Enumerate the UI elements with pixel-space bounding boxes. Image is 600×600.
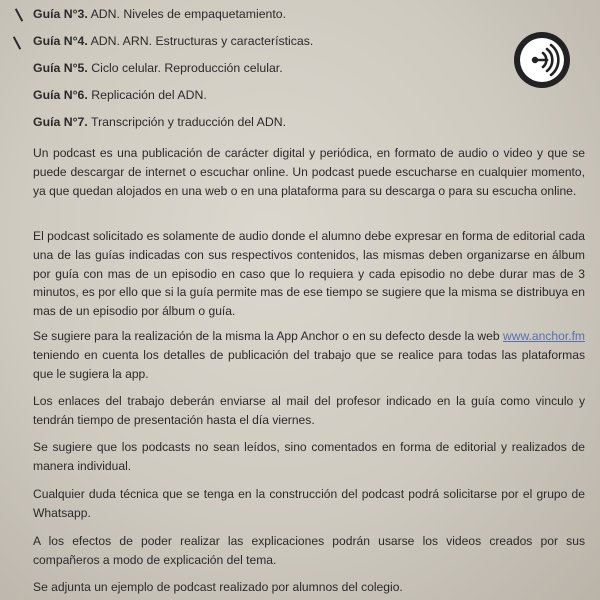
- paragraph-links: [33, 392, 585, 430]
- pen-mark: [13, 36, 21, 49]
- guide-text: Replicación del ADN.: [91, 88, 207, 102]
- paragraph-technical-questions: [33, 485, 585, 523]
- guide-text: ADN. ARN. Estructuras y características.: [90, 34, 314, 48]
- podcast-broadcast-icon: [514, 32, 570, 88]
- anchor-link[interactable]: www.anchor.fm: [503, 329, 585, 343]
- paragraph-text: Cualquier duda técnica que se tenga en la construcción del podcast podrá solicitarse por el grupo de Whatsapp.: [33, 487, 585, 520]
- guide-text: Ciclo celular. Reproducción celular.: [91, 61, 283, 75]
- paragraph-anchor-app: [33, 327, 585, 383]
- anchor-text-after: teniendo en cuenta los detalles de publicación del trabajo que se realice para todas las plataformas que le sugiera la app.: [33, 347, 585, 381]
- guide-text: Transcripción y traducción del ADN.: [91, 115, 287, 129]
- guide-text: ADN. Niveles de empaquetamiento.: [90, 7, 287, 21]
- paragraph-text: Los enlaces del trabajo deberán enviarse al mail del profesor indicado en la guía como vinculo y tendrán tiempo de presentación hasta el día viernes.: [33, 394, 585, 427]
- pen-mark: [15, 8, 23, 21]
- paragraph-text: [33, 327, 585, 383]
- paragraph-example: [33, 578, 585, 597]
- paragraph-not-read: [33, 438, 585, 476]
- guide-label: Guía N°7.: [33, 115, 88, 129]
- podcast-badge: [514, 32, 570, 88]
- guide-label: Guía N°6.: [33, 88, 88, 102]
- guide-label: Guía N°3.: [33, 7, 88, 21]
- guide-item: [33, 6, 503, 33]
- paragraph-podcast-definition: [33, 144, 585, 200]
- guide-item: [33, 60, 503, 87]
- paragraph-videos: [33, 532, 585, 570]
- guide-item: [33, 114, 503, 141]
- paragraph-text: Un podcast es una publicación de carácter digital y periódica, en formato de audio o video y que se puede descargar de internet o escuchar online. Un podcast puede escucharse en cualquier momento, ya que quedan alojados en una web o en una plataforma para su descarga o para su escucha online.: [33, 146, 585, 198]
- guide-list: [33, 6, 503, 141]
- guide-item: [33, 33, 503, 60]
- paragraph-text: Se sugiere que los podcasts no sean leídos, sino comentados en forma de editorial y realizados de manera individual.: [33, 440, 585, 473]
- paragraph-text: Se adjunta un ejemplo de podcast realizado por alumnos del colegio.: [33, 580, 403, 594]
- paragraph-text: A los efectos de poder realizar las explicaciones podrán usarse los videos creados por sus compañeros a modo de explicación del tema.: [33, 534, 585, 567]
- guide-item: [33, 87, 503, 114]
- paragraph-text: El podcast solicitado es solamente de audio donde el alumno debe expresar en forma de editorial cada una de las guías indicadas con sus respectivos contenidos, las mismas deben organizarse en álbum por guía con mas de un episodio en caso que lo requiera y cada episodio no debe durar mas de 3 minutos, es por ello que si la guía permite mas de ese tiempo se sugiere que la misma se distribuya en mas de un episodio por álbum o guía.: [33, 229, 585, 319]
- anchor-text-before: Se sugiere para la realización de la misma la App Anchor o en su defecto desde la web: [33, 329, 500, 343]
- paragraph-requirements: [33, 227, 585, 321]
- guide-label: Guía N°5.: [33, 61, 88, 75]
- guide-label: Guía N°4.: [33, 34, 88, 48]
